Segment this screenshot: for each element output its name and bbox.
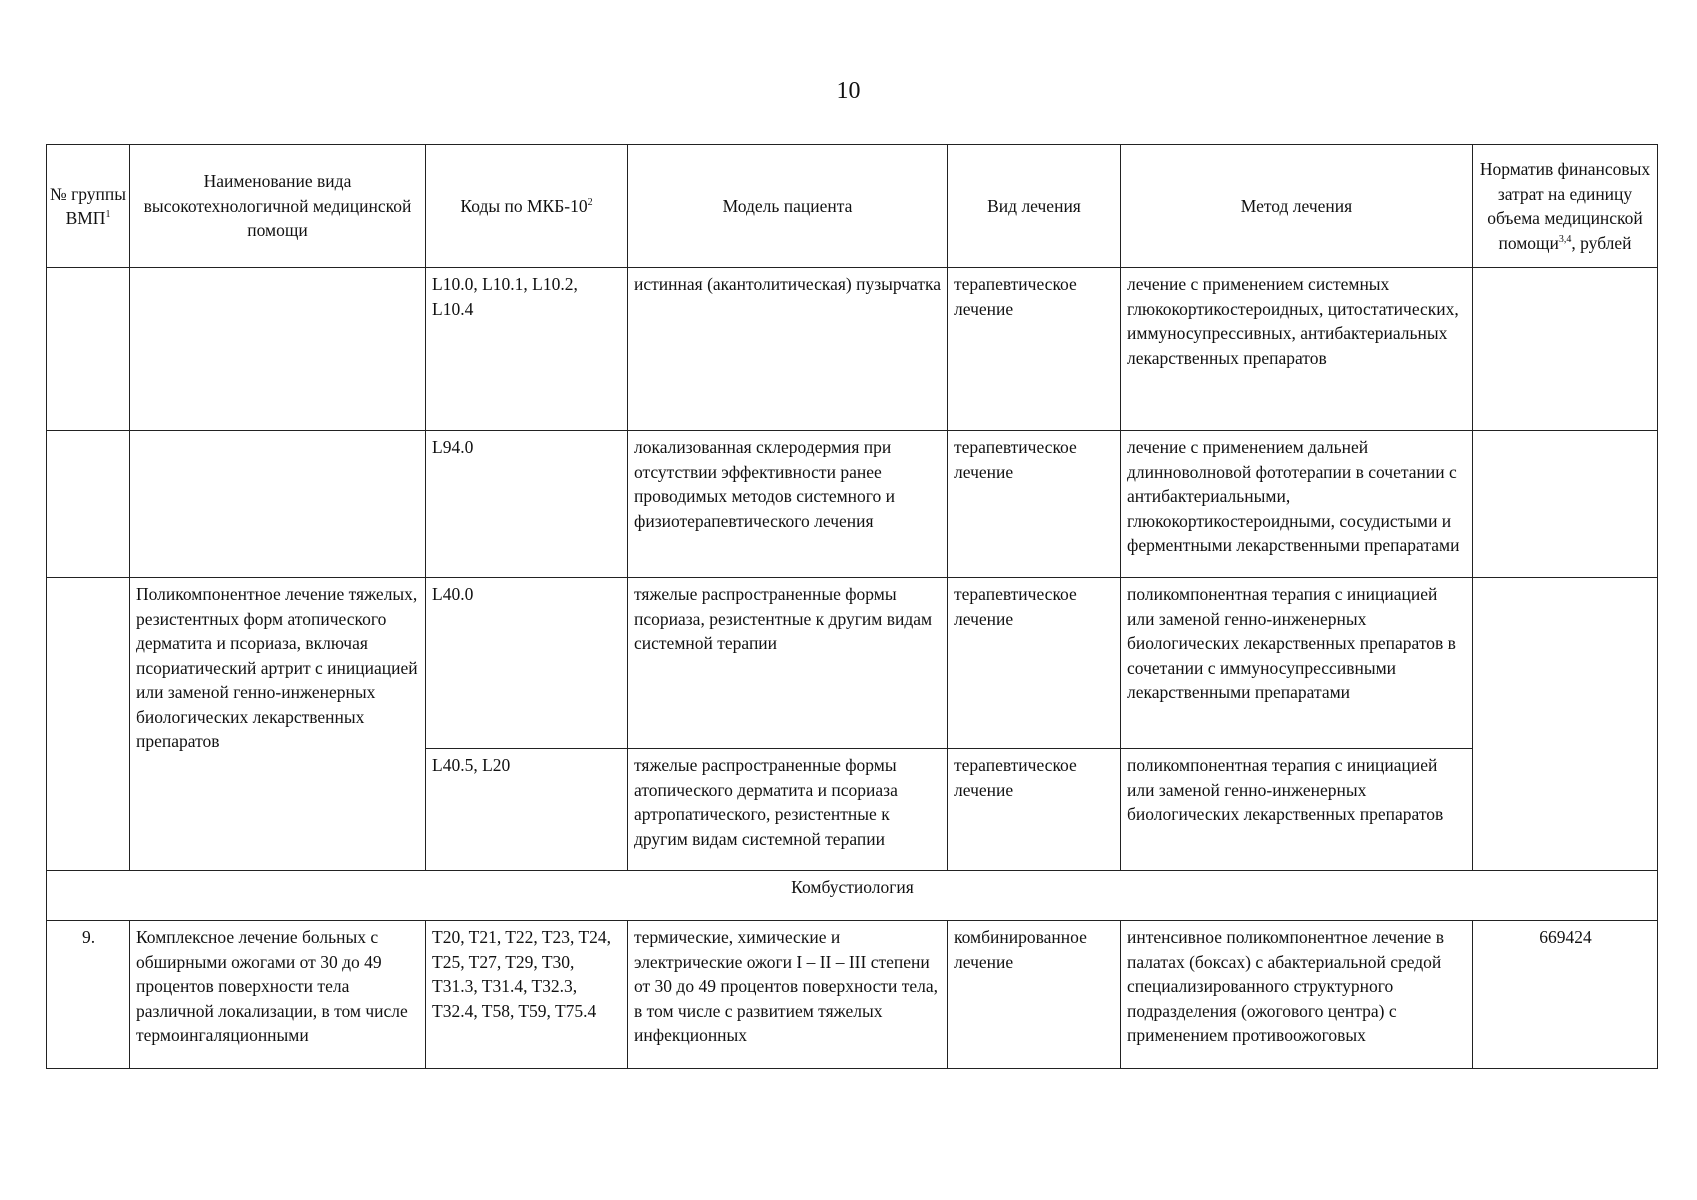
- icd-codes-cell: T20, T21, T22, T23, T24, T25, T27, T29, T30, T31.3, T31.4, T32.3, T32.4, T58, T59, T75.4: [426, 921, 628, 1069]
- icd-codes-cell: L94.0: [426, 431, 628, 578]
- cost-cell: [1473, 578, 1658, 871]
- header-icd-codes: Коды по МКБ-$10^2$: [426, 145, 628, 268]
- table-row: [47, 431, 1658, 578]
- treatment-kind-cell: терапевтическое лечение: [948, 431, 1121, 578]
- group-number-cell: 9.: [47, 921, 130, 1069]
- treatment-method-cell: поликомпонентная терапия с инициацией или заменой генно-инженерных биологических лекарственных препаратов в сочетании с иммуносупрессивными лекарственными препаратами: [1121, 578, 1473, 749]
- treatment-method-cell: лечение с применением системных глюкокортикостероидных, цитостатических, иммуносупрессивных, антибактериальных лекарственных препаратов: [1121, 268, 1473, 431]
- treatment-method-cell: лечение с применением дальней длинноволновой фототерапии в сочетании с антибактериальными, глюкокортикостероидными, сосудистыми и ферментными лекарственными препаратами: [1121, 431, 1473, 578]
- cost-cell: 669424: [1473, 921, 1658, 1069]
- vmp-name-cell: Комплексное лечение больных с обширными ожогами от 30 до 49 процентов поверхности тела различной локализации, в том числе термоингаляционными: [130, 921, 426, 1069]
- icd-codes-cell: L40.0: [426, 578, 628, 749]
- table-row: [47, 578, 1658, 749]
- page-number: 10: [836, 78, 861, 104]
- section-title: Комбустиология: [47, 871, 1658, 921]
- treatment-kind-cell: терапевтическое лечение: [948, 268, 1121, 431]
- header-treatment-kind: Вид лечения: [948, 145, 1121, 268]
- section-row: [47, 871, 1658, 921]
- patient-model-cell: локализованная склеродермия при отсутствии эффективности ранее проводимых методов системного и физиотерапевтического лечения: [628, 431, 948, 578]
- cost-cell: [1473, 268, 1658, 431]
- treatment-kind-cell: комбинированное лечение: [948, 921, 1121, 1069]
- table-row: [47, 268, 1658, 431]
- group-number-cell: [47, 431, 130, 578]
- treatment-method-cell: интенсивное поликомпонентное лечение в палатах (боксах) с абактериальной средой специализированного структурного подразделения (ожогового центра) с применением противоожоговых: [1121, 921, 1473, 1069]
- table-header-row: [47, 145, 1658, 268]
- table-row: [47, 921, 1658, 1069]
- header-group-number: № группы ВМП$^1$: [47, 145, 130, 268]
- vmp-table: [46, 144, 1658, 1069]
- vmp-name-cell: Поликомпонентное лечение тяжелых, резистентных форм атопического дерматита и псориаза, включая псориатический артрит с инициацией или заменой генно-инженерных биологических лекарственных препаратов: [130, 578, 426, 871]
- header-patient-model: Модель пациента: [628, 145, 948, 268]
- patient-model-cell: истинная (акантолитическая) пузырчатка: [628, 268, 948, 431]
- treatment-kind-cell: терапевтическое лечение: [948, 578, 1121, 749]
- group-number-cell: [47, 578, 130, 871]
- vmp-name-cell: [130, 268, 426, 431]
- vmp-name-cell: [130, 431, 426, 578]
- icd-codes-cell: L10.0, L10.1, L10.2, L10.4: [426, 268, 628, 431]
- treatment-method-cell: поликомпонентная терапия с инициацией или заменой генно-инженерных биологических лекарственных препаратов: [1121, 749, 1473, 871]
- patient-model-cell: тяжелые распространенные формы атопического дерматита и псориаза артропатического, резистентные к другим видам системной терапии: [628, 749, 948, 871]
- treatment-kind-cell: терапевтическое лечение: [948, 749, 1121, 871]
- cost-cell: [1473, 431, 1658, 578]
- group-number-cell: [47, 268, 130, 431]
- patient-model-cell: термические, химические и электрические ожоги I – II – III степени от 30 до 49 процентов поверхности тела, в том числе с развитием тяжелых инфекционных: [628, 921, 948, 1069]
- patient-model-cell: тяжелые распространенные формы псориаза, резистентные к другим видам системной терапии: [628, 578, 948, 749]
- icd-codes-cell: L40.5, L20: [426, 749, 628, 871]
- header-cost-norm: Норматив финансовых затрат на единицу объема медицинской помощи$^{3,4}$, рублей: [1473, 145, 1658, 268]
- header-treatment-method: Метод лечения: [1121, 145, 1473, 268]
- header-vmp-name: Наименование вида высокотехнологичной медицинской помощи: [130, 145, 426, 268]
